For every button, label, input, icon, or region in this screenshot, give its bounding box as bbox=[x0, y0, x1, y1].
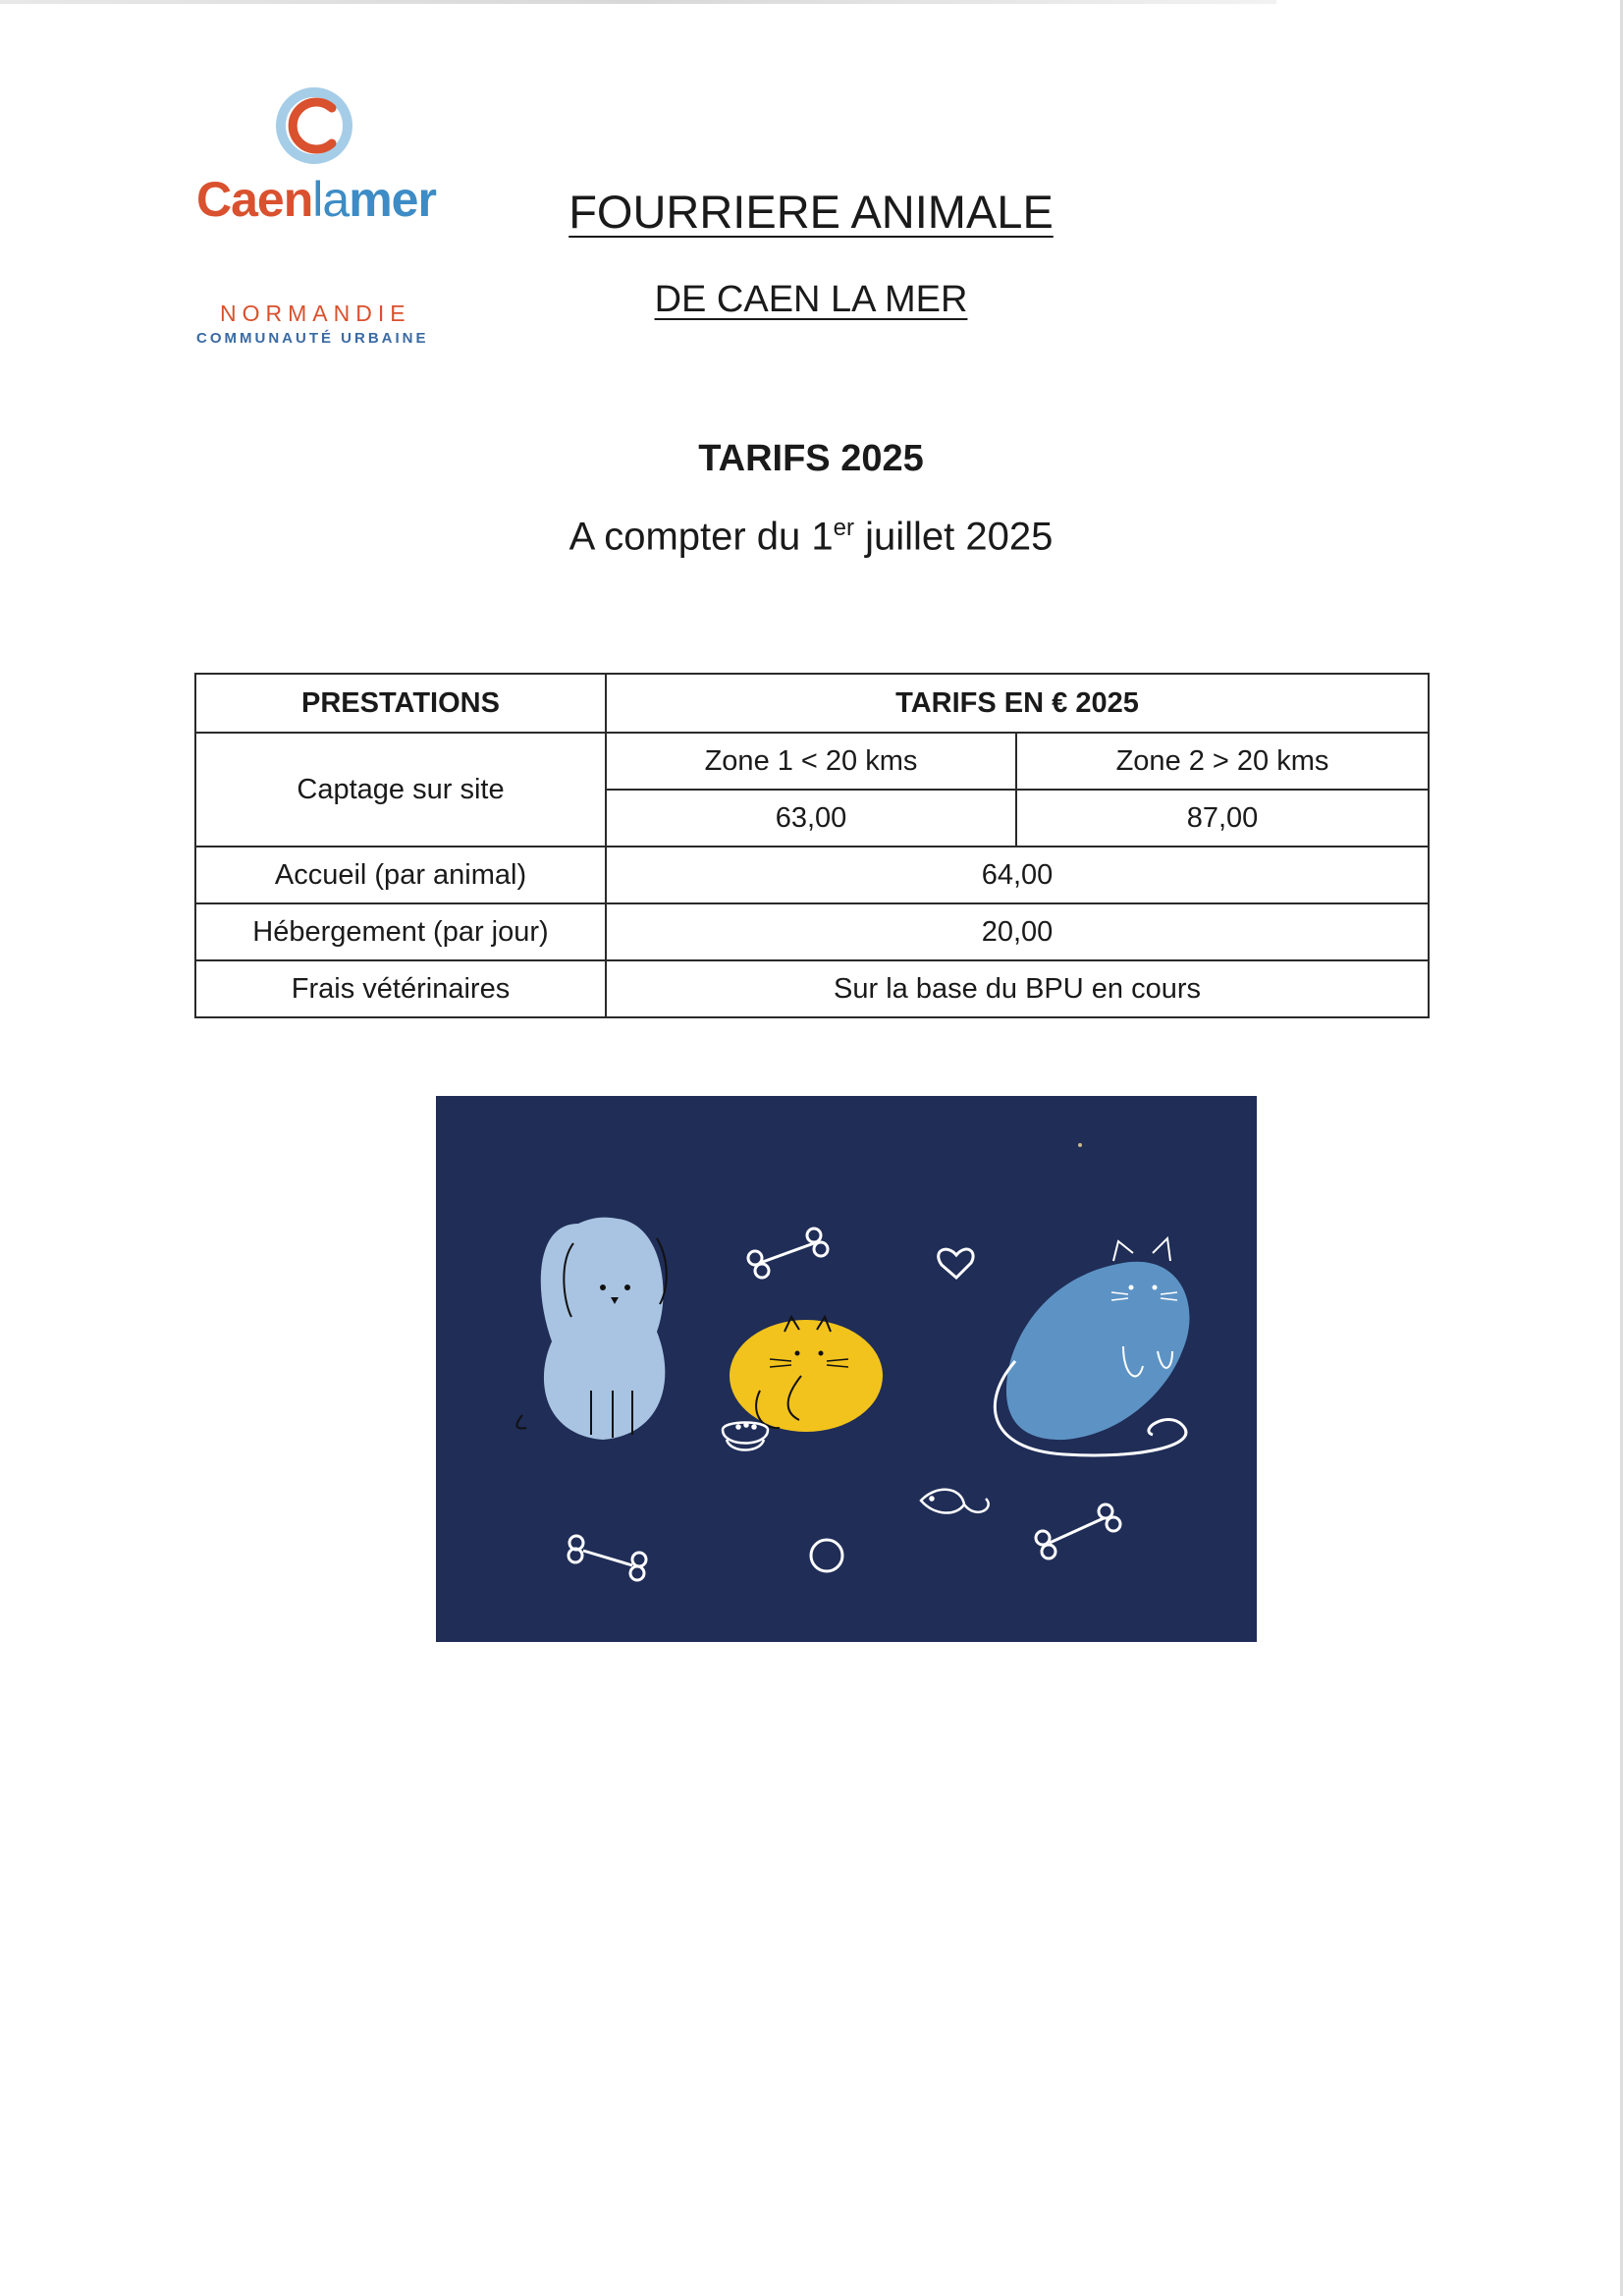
table-row bbox=[195, 733, 1429, 790]
zone1-value: 63,00 bbox=[606, 790, 1016, 847]
scan-edge bbox=[0, 0, 1276, 4]
row-value: Sur la base du BPU en cours bbox=[606, 960, 1429, 1017]
zone1-label: Zone 1 < 20 kms bbox=[606, 733, 1016, 790]
logo-wordmark bbox=[196, 171, 436, 228]
logo-subtitle: COMMUNAUTÉ URBAINE bbox=[196, 330, 429, 347]
row-label: Accueil (par animal) bbox=[195, 847, 606, 903]
table-row bbox=[195, 847, 1429, 903]
pets-illustration bbox=[436, 1096, 1257, 1642]
zone2-label: Zone 2 > 20 kms bbox=[1016, 733, 1429, 790]
effective-date-prefix: A compter du 1 bbox=[568, 515, 834, 559]
speck bbox=[1078, 1143, 1082, 1147]
document-title: FOURRIERE ANIMALE bbox=[568, 186, 1054, 238]
zone2-value: 87,00 bbox=[1016, 790, 1429, 847]
row-label: Frais vétérinaires bbox=[195, 960, 606, 1017]
effective-date-suffix: juillet 2025 bbox=[854, 515, 1054, 559]
tariff-table bbox=[194, 673, 1430, 1018]
logo-c-icon bbox=[275, 82, 353, 171]
row-label: Hébergement (par jour) bbox=[195, 903, 606, 960]
table-header-row bbox=[195, 674, 1429, 733]
effective-date-ordinal: er bbox=[833, 515, 854, 541]
header-prestations: PRESTATIONS bbox=[195, 674, 606, 733]
effective-date bbox=[511, 515, 1111, 559]
table-row bbox=[195, 960, 1429, 1017]
logo-word-la: la bbox=[312, 172, 350, 227]
table-row bbox=[195, 903, 1429, 960]
logo-word-caen: Caen bbox=[196, 172, 313, 227]
pets-illustration-image bbox=[436, 1096, 1257, 1642]
header-tarifs: TARIFS EN € 2025 bbox=[606, 674, 1429, 733]
row-value: 64,00 bbox=[606, 847, 1429, 903]
row-value: 20,00 bbox=[606, 903, 1429, 960]
logo-region: NORMANDIE bbox=[220, 301, 411, 326]
captage-label: Captage sur site bbox=[195, 733, 606, 847]
document-subtitle: DE CAEN LA MER bbox=[654, 279, 968, 320]
logo-word-mer: mer bbox=[349, 172, 436, 227]
caen-la-mer-logo bbox=[192, 82, 458, 347]
tarifs-heading: TARIFS 2025 bbox=[698, 438, 924, 479]
